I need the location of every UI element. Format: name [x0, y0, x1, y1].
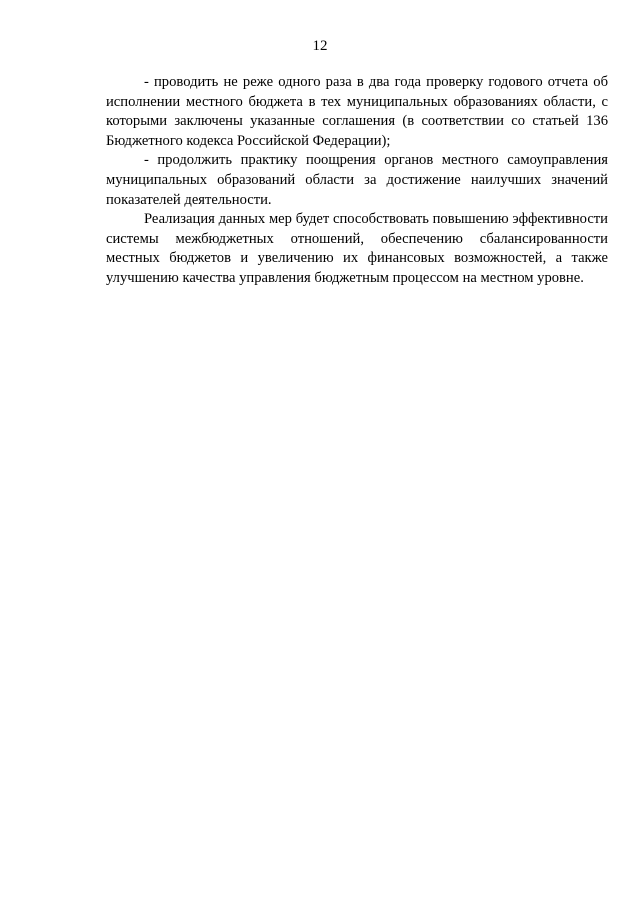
paragraph-annual-report-check: - проводить не реже одного раза в два года проверку годового отчета об исполнении местного бюджета в тех муниципальных образованиях области, с которыми заключены указанные соглашения (в соответствии со статьей 136 Бюджетного кодекса Российской Федерации);	[106, 74, 608, 149]
page-number: 12	[312, 38, 328, 54]
paragraph-incentive-practice: - продолжить практику поощрения органов местного самоуправления муниципальных образований области за достижение наилучших значений показателей деятельности.	[106, 152, 608, 208]
paragraph-measures-outcome: Реализация данных мер будет способствовать повышению эффективности системы межбюджетных отношений, обеспечению сбалансированности местных бюджетов и увеличению их финансовых возможностей, а также улучшению качества управления бюджетным процессом на местном уровне.	[106, 211, 608, 286]
document-body	[106, 73, 608, 289]
